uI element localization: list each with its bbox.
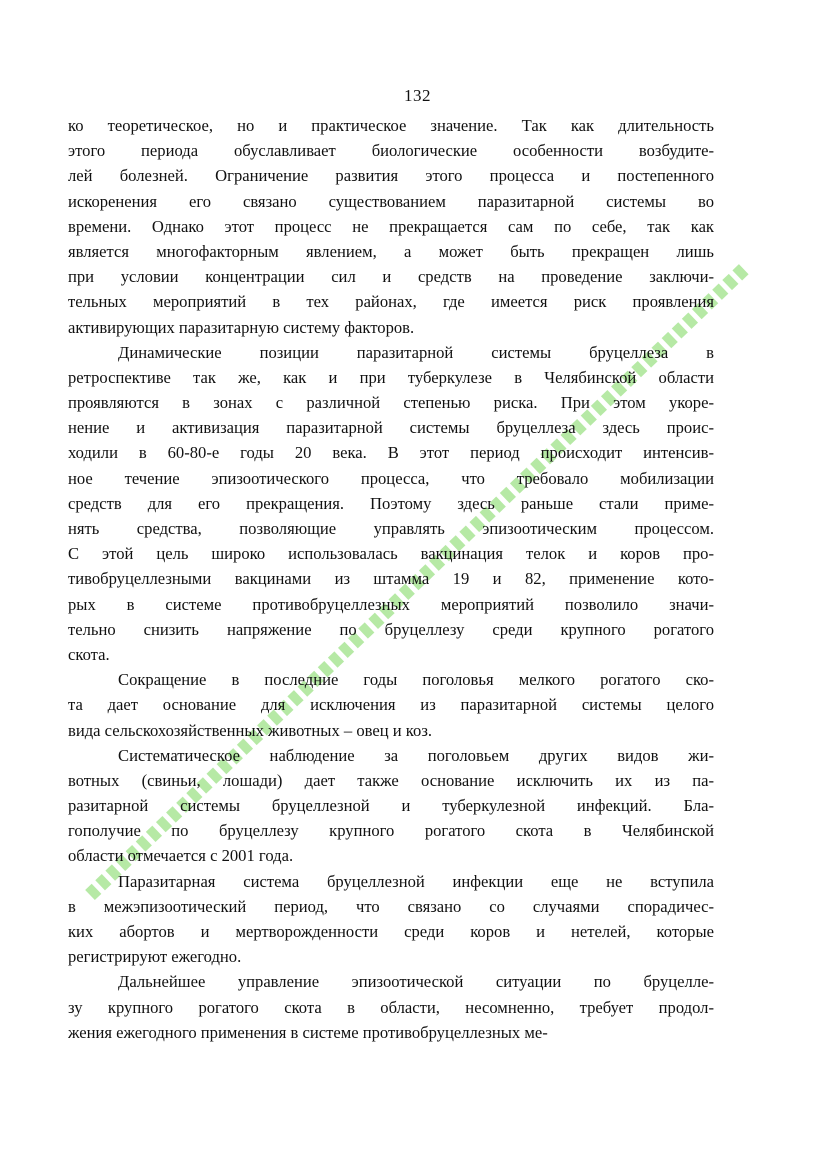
- text-line: ких абортов и мертворожденности среди коров и нетелей, которые: [68, 922, 714, 941]
- text-line: тельно снизить напряжение по бруцеллезу среди крупного рогатого: [68, 619, 714, 639]
- text-line: проявляются в зонах с различной степенью риска. При этом укоре-: [68, 393, 714, 413]
- text-line: скота.: [68, 644, 110, 664]
- text-line: Динамические позиции паразитарной системы бруцеллеза в: [118, 342, 714, 362]
- text-line: разитарной системы бруцеллезной и туберкулезной инфекций. Бла-: [68, 796, 714, 816]
- paragraph: [68, 113, 714, 340]
- text-line: Сокращение в последние годы поголовья мелкого рогатого ско-: [118, 670, 714, 690]
- text-line: активирующих паразитарную систему факторов.: [68, 317, 415, 337]
- text-line: в межэпизоотический период, что связано со случаями спорадичес-: [68, 896, 714, 916]
- paragraph: [68, 340, 714, 667]
- text-line: ное течение эпизоотического процесса, что требовало мобилизации: [68, 468, 714, 488]
- text-line: нять средства, позволяющие управлять эпизоотическим процессом.: [68, 519, 714, 538]
- text-line: искоренения его связано существованием паразитарной системы во: [68, 191, 714, 211]
- text-line: вотных (свиньи, лошади) дает также основание исключить их из па-: [68, 770, 714, 790]
- text-line: ходили в 60-80-е годы 20 века. В этот период происходит интенсив-: [68, 443, 714, 463]
- text-line: области отмечается с 2001 года.: [68, 846, 294, 866]
- page-number: 132: [404, 86, 431, 105]
- paragraph: [68, 969, 714, 1045]
- text-line: ко теоретическое, но и практическое значение. Так как длительность: [68, 116, 714, 135]
- text-line: Систематическое наблюдение за поголовьем других видов жи-: [118, 745, 714, 765]
- paragraph: [68, 667, 714, 743]
- text-line: тивобруцеллезными вакцинами из штамма 19 и 82, применение кото-: [68, 569, 714, 589]
- text-line: регистрируют ежегодно.: [68, 947, 242, 967]
- text-line: рых в системе противобруцеллезных мероприятий позволило значи-: [68, 594, 714, 614]
- text-line: времени. Однако этот процесс не прекращается сам по себе, так как: [68, 216, 714, 236]
- text-line: Паразитарная система бруцеллезной инфекции еще не вступила: [118, 871, 714, 891]
- text-line: этого периода обуславливает биологические особенности возбудите-: [68, 141, 714, 161]
- text-line: С этой цель широко использовалась вакцинация телок и коров про-: [68, 544, 714, 564]
- text-line: Дальнейшее управление эпизоотической ситуации по бруцелле-: [118, 972, 714, 992]
- text-line: зу крупного рогатого скота в области, несомненно, требует продол-: [68, 997, 714, 1017]
- text-line: при условии концентрации сил и средств на проведение заключи-: [68, 267, 714, 287]
- document-body: [68, 113, 714, 1045]
- text-line: та дает основание для исключения из паразитарной системы целого: [68, 695, 714, 715]
- text-line: тельных мероприятий в тех районах, где имеется риск проявления: [68, 292, 714, 312]
- paragraph: [68, 869, 714, 970]
- paragraph: [68, 743, 714, 869]
- text-line: жения ежегодного применения в системе противобруцеллезных ме-: [68, 1022, 548, 1042]
- text-line: ретроспективе так же, как и при туберкулезе в Челябинской области: [68, 367, 714, 387]
- text-line: вида сельскохозяйственных животных – овец и коз.: [68, 720, 433, 740]
- text-line: нение и активизация паразитарной системы бруцеллеза здесь проис-: [68, 418, 714, 438]
- text-line: является многофакторным явлением, а может быть прекращен лишь: [68, 241, 714, 261]
- text-line: гополучие по бруцеллезу крупного рогатого скота в Челябинской: [68, 821, 714, 841]
- text-line: лей болезней. Ограничение развития этого процесса и постепенного: [68, 166, 714, 186]
- text-line: средств для его прекращения. Поэтому здесь раньше стали приме-: [68, 493, 714, 513]
